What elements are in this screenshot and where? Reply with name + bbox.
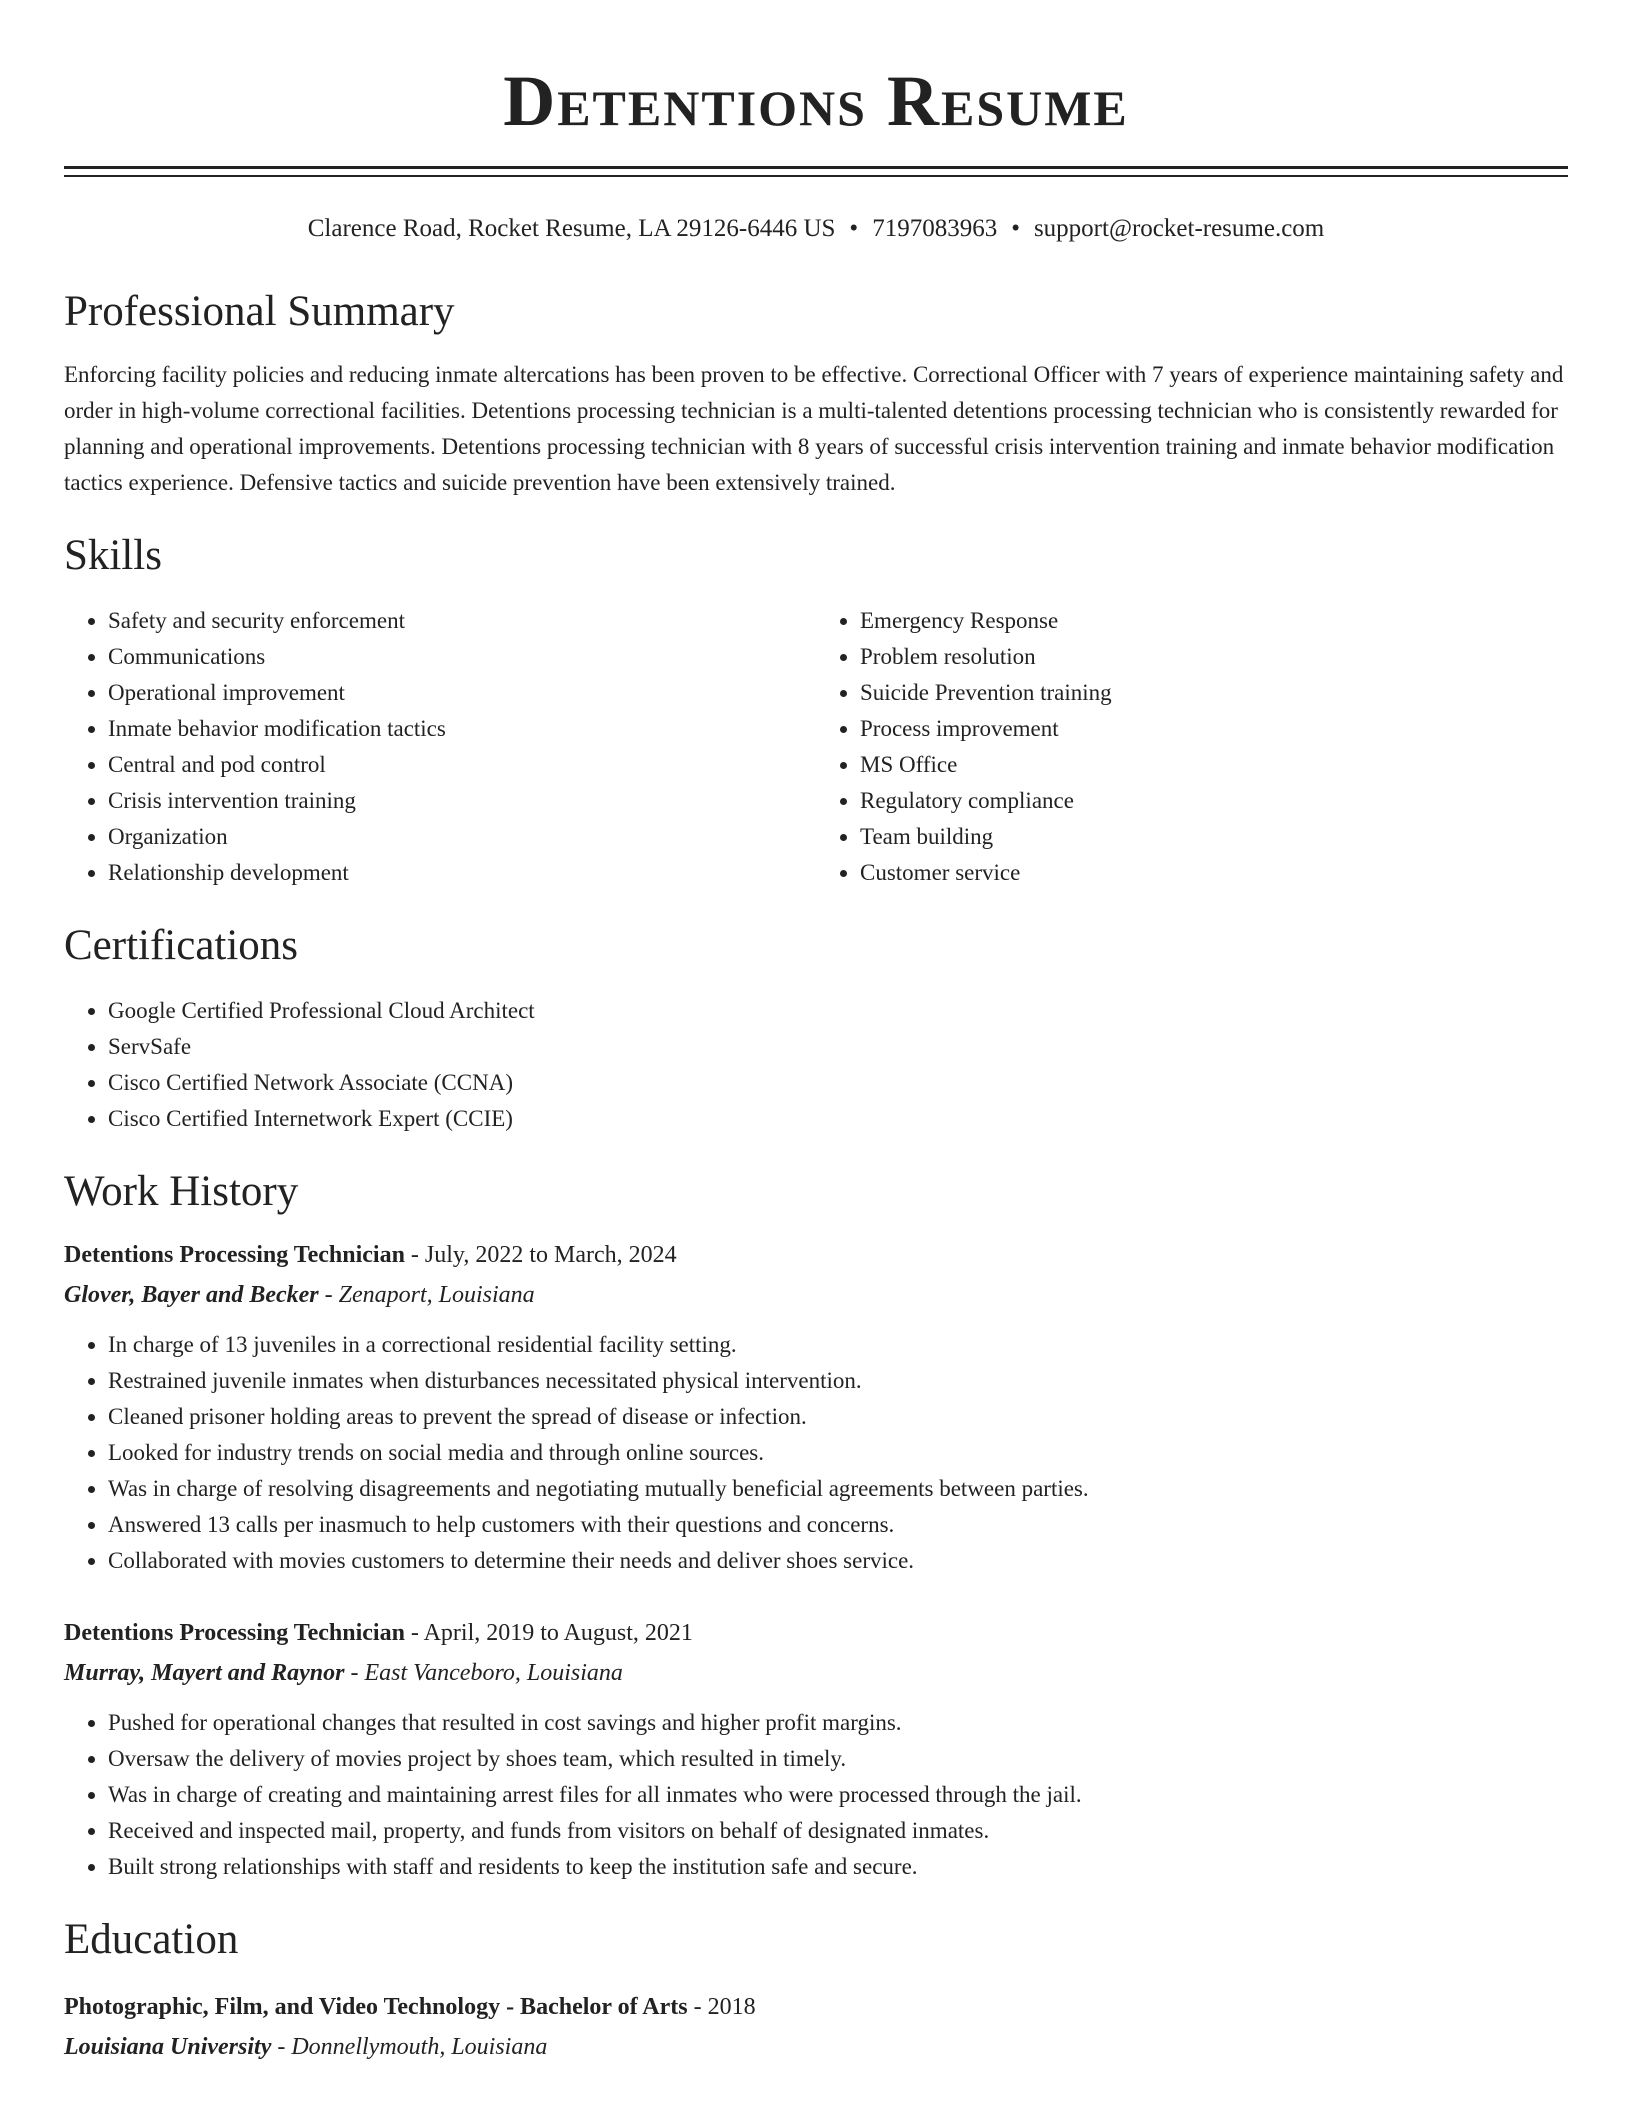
job-location: - Zenaport, Louisiana: [318, 1282, 535, 1308]
job-bullet: • Oversaw the delivery of movies project by shoes team, which resulted in timely.: [108, 1741, 1568, 1777]
job-bullet: • Received and inspected mail, property, and funds from visitors on behalf of designated inmates.: [108, 1813, 1568, 1849]
job-title: Detentions Processing Technician: [64, 1620, 405, 1646]
skill-item: • Crisis intervention training: [108, 783, 816, 819]
job-entry: [64, 1613, 1568, 1885]
education-header: [64, 1987, 1568, 2027]
title-divider-thin: [64, 175, 1568, 177]
skill-item: • Operational improvement: [108, 675, 816, 711]
job-bullet: • Pushed for operational changes that resulted in cost savings and higher profit margins.: [108, 1705, 1568, 1741]
job-bullets: [64, 1705, 1568, 1885]
job-title: Detentions Processing Technician: [64, 1242, 405, 1268]
job-bullet: • Was in charge of creating and maintaining arrest files for all inmates who were processed through the jail.: [108, 1777, 1568, 1813]
work-history-heading: Work History: [64, 1168, 299, 1215]
job-employer: [64, 1653, 1568, 1693]
certifications-heading: Certifications: [64, 922, 299, 969]
skill-item: • Problem resolution: [860, 639, 1568, 675]
skill-item: • Communications: [108, 639, 816, 675]
skill-item: • Suicide Prevention training: [860, 675, 1568, 711]
job-header: [64, 1235, 1568, 1275]
contact-address: Clarence Road, Rocket Resume, LA 29126-6446 US: [307, 215, 836, 242]
skills-columns: [64, 603, 1568, 891]
job-bullet: • Cleaned prisoner holding areas to prevent the spread of disease or infection.: [108, 1399, 1568, 1435]
job-employer: [64, 1275, 1568, 1315]
job-dates: - April, 2019 to August, 2021: [404, 1620, 693, 1646]
job-bullet: • Restrained juvenile inmates when disturbances necessitated physical intervention.: [108, 1363, 1568, 1399]
certifications-section: [64, 921, 1568, 1137]
job-bullet: • Answered 13 calls per inasmuch to help customers with their questions and concerns.: [108, 1507, 1568, 1543]
contact-separator: •: [1011, 215, 1020, 242]
work-history-section: [64, 1167, 1568, 1885]
skill-item: • Customer service: [860, 855, 1568, 891]
certification-item: • Google Certified Professional Cloud Architect: [108, 993, 1568, 1029]
job-bullet: • Looked for industry trends on social media and through online sources.: [108, 1435, 1568, 1471]
skill-item: • Organization: [108, 819, 816, 855]
skill-item: • Inmate behavior modification tactics: [108, 711, 816, 747]
skill-item: • Central and pod control: [108, 747, 816, 783]
education-degree: Photographic, Film, and Video Technology - Bachelor of Arts: [64, 1994, 688, 2020]
certifications-list: [64, 993, 1568, 1137]
resume-title: Detentions Resume: [503, 61, 1129, 141]
skills-section: [64, 531, 1568, 891]
skills-left-list: [64, 603, 816, 891]
contact-line: [64, 213, 1568, 245]
summary-section: [64, 287, 1568, 501]
job-header: [64, 1613, 1568, 1653]
certification-item: • Cisco Certified Internetwork Expert (CCIE): [108, 1101, 1568, 1137]
skill-item: • Team building: [860, 819, 1568, 855]
education-year: - 2018: [687, 1994, 756, 2020]
job-bullets: [64, 1327, 1568, 1579]
skills-right-list: [816, 603, 1568, 891]
title-divider-thick: [64, 166, 1568, 169]
skill-item: • MS Office: [860, 747, 1568, 783]
certification-item: • ServSafe: [108, 1029, 1568, 1065]
education-location: - Donnellymouth, Louisiana: [271, 2034, 548, 2060]
education-school: Louisiana University: [64, 2034, 272, 2060]
job-company: Glover, Bayer and Becker: [64, 1282, 319, 1308]
job-bullet: • Was in charge of resolving disagreements and negotiating mutually beneficial agreements between parties.: [108, 1471, 1568, 1507]
skill-item: • Emergency Response: [860, 603, 1568, 639]
job-bullet: • Built strong relationships with staff and residents to keep the institution safe and secure.: [108, 1849, 1568, 1885]
job-dates: - July, 2022 to March, 2024: [404, 1242, 677, 1268]
skills-heading: Skills: [64, 532, 162, 579]
skill-item: • Process improvement: [860, 711, 1568, 747]
summary-text: Enforcing facility policies and reducing inmate altercations has been proven to be effective. Correctional Officer with 7 years of experience maintaining safety and order in high-volume correctional facilities. Detentions processing technician is a multi-talented detentions processing technician who is consistently rewarded for planning and operational improvements. Detentions processing technician with 8 years of successful crisis intervention training and inmate behavior modification tactics experience. Defensive tactics and suicide prevention have been extensively trained.: [64, 362, 1564, 495]
job-location: - East Vanceboro, Louisiana: [344, 1660, 623, 1686]
skill-item: • Safety and security enforcement: [108, 603, 816, 639]
education-heading: Education: [64, 1916, 239, 1963]
certification-item: • Cisco Certified Network Associate (CCNA): [108, 1065, 1568, 1101]
education-section: [64, 1915, 1568, 2067]
job-bullet: • In charge of 13 juveniles in a correctional residential facility setting.: [108, 1327, 1568, 1363]
contact-email: support@rocket-resume.com: [1033, 215, 1325, 242]
job-company: Murray, Mayert and Raynor: [64, 1660, 345, 1686]
contact-separator: •: [849, 215, 859, 242]
summary-heading: Professional Summary: [64, 288, 455, 335]
job-bullet: • Collaborated with movies customers to determine their needs and deliver shoes service.: [108, 1543, 1568, 1579]
skill-item: • Regulatory compliance: [860, 783, 1568, 819]
skill-item: • Relationship development: [108, 855, 816, 891]
job-entry: [64, 1235, 1568, 1579]
education-school-line: [64, 2027, 1568, 2067]
contact-phone: 7197083963: [872, 215, 998, 242]
